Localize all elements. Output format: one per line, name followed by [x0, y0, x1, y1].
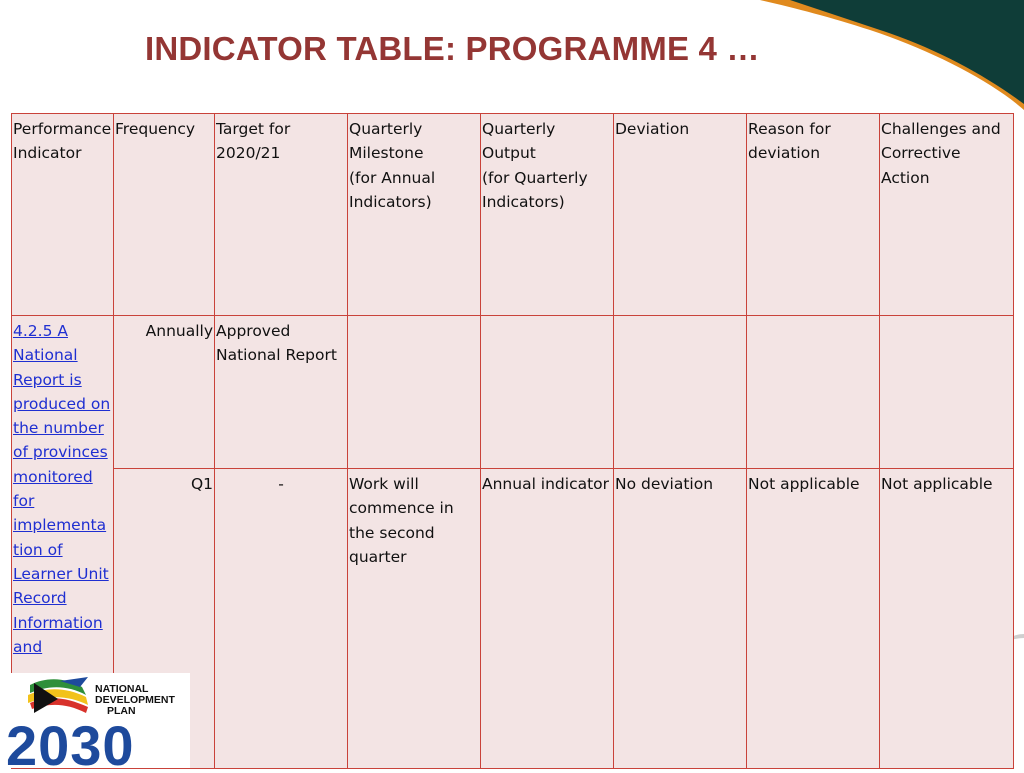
table-row [12, 316, 1014, 469]
header-target: Target for 2020/21 [215, 114, 348, 316]
header-frequency: Frequency [114, 114, 215, 316]
header-deviation: Deviation [614, 114, 747, 316]
logo-line-development: DEVELOPMENT [95, 694, 175, 706]
deviation-cell [614, 316, 747, 469]
header-quarterly-milestone: Quarterly Milestone (for Annual Indicators) [348, 114, 481, 316]
ndp-logo-graphic [0, 673, 190, 768]
reason-cell: Not applicable [747, 469, 880, 769]
frequency-cell: Q1 [114, 469, 215, 769]
milestone-cell: Work will commence in the second quarter [348, 469, 481, 769]
ndp-2030-logo [0, 673, 190, 768]
header-performance-indicator: Performance Indicator [12, 114, 114, 316]
header-challenges-corrective-action: Challenges and Corrective Action [880, 114, 1014, 316]
header-reason-for-deviation: Reason for deviation [747, 114, 880, 316]
target-cell: Approved National Report [215, 316, 348, 469]
frequency-cell: Annually [114, 316, 215, 469]
challenges-cell: Not applicable [880, 469, 1014, 769]
target-cell: - [215, 469, 348, 769]
output-cell [481, 316, 614, 469]
logo-year: 2030 [6, 714, 135, 768]
logo-line-national: NATIONAL [95, 683, 149, 695]
output-cell: Annual indicator [481, 469, 614, 769]
reason-cell [747, 316, 880, 469]
indicator-link[interactable]: 4.2.5 A National Report is produced on the number of provinces monitored for implementation of Learner Unit Record Information and [13, 322, 111, 656]
table-header-row [12, 114, 1014, 316]
milestone-cell [348, 316, 481, 469]
challenges-cell [880, 316, 1014, 469]
logo-line-plan: PLAN [107, 705, 136, 717]
indicator-table [11, 113, 1014, 769]
header-quarterly-output: Quarterly Output (for Quarterly Indicators) [481, 114, 614, 316]
deviation-cell: No deviation [614, 469, 747, 769]
slide-title: INDICATOR TABLE: PROGRAMME 4 … [145, 30, 760, 67]
